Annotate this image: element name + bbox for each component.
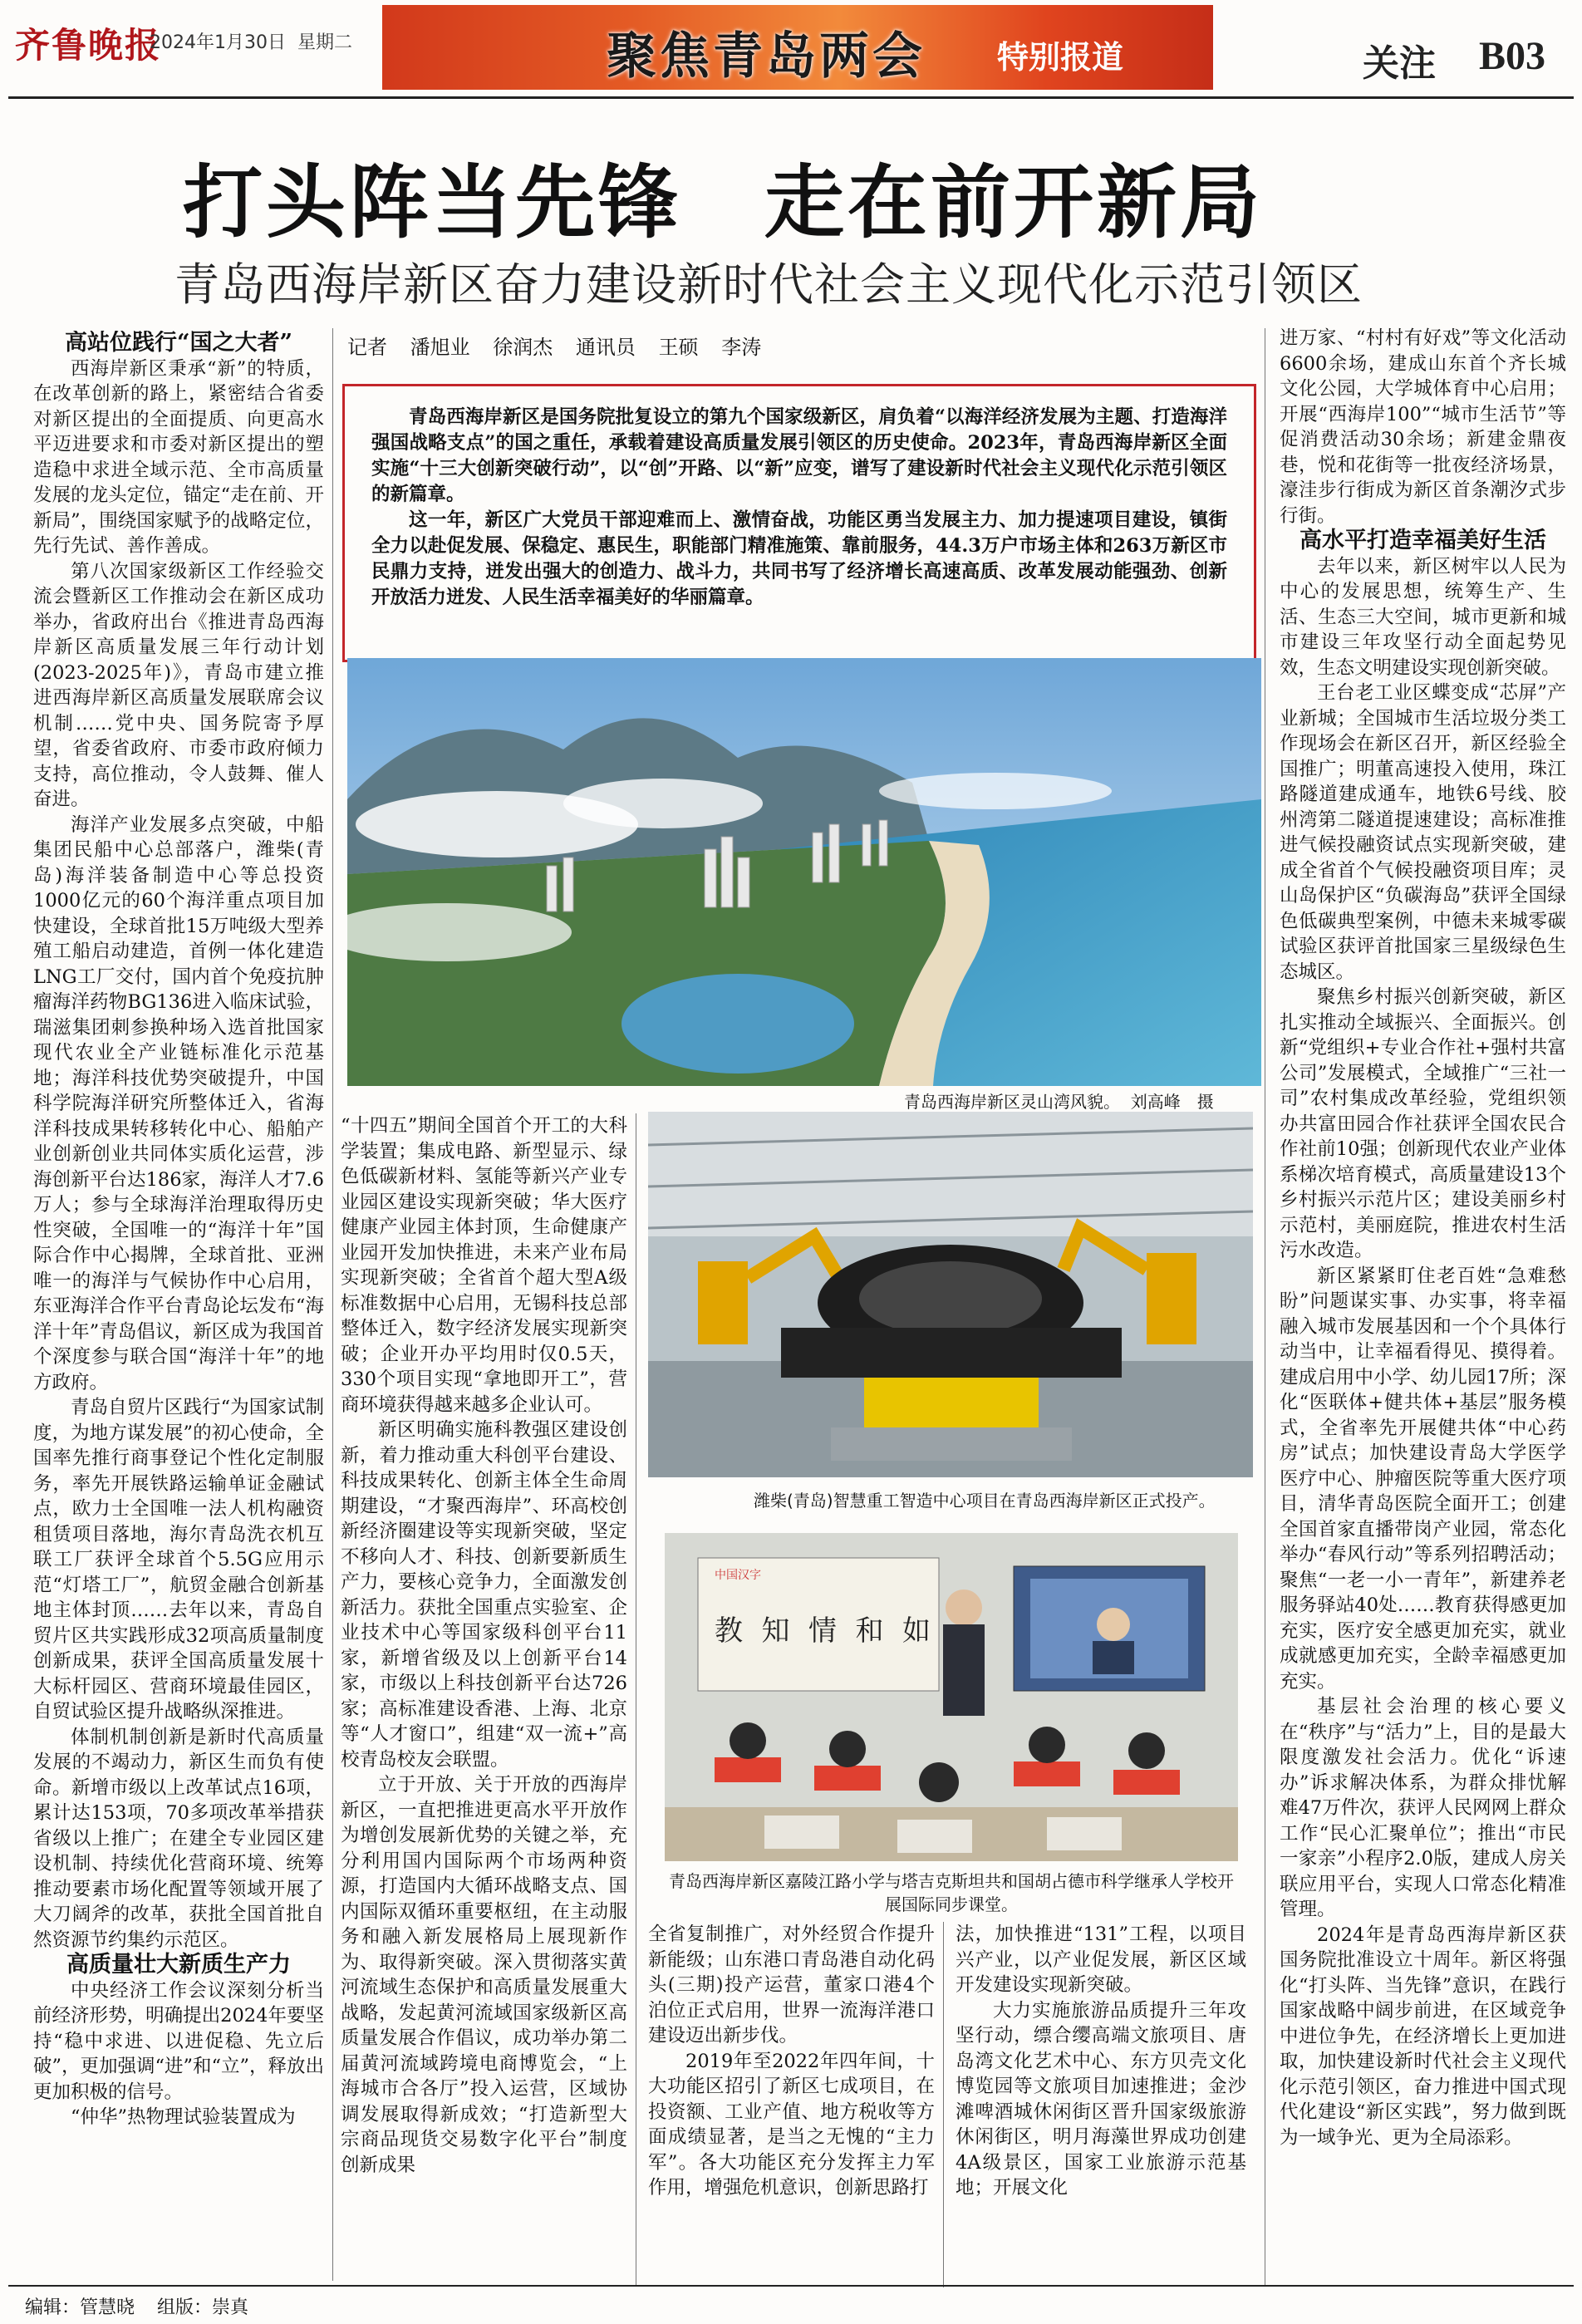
paragraph: 体制机制创新是新时代高质量发展的不竭动力，新区生而负有使命。新增市级以上改革试点16项，累计达153项，70多项改革举措获省级以上推广；在建全专业园区建设机制、持续优化营商环境、统筹推动要素市场化配置等领域开展了大刀阔斧的改革，获批全国首批自然资源节约集约示范区。 <box>33 1726 324 1951</box>
header-rule <box>8 96 1574 99</box>
editor-credit: 编辑：管慧晓 <box>25 2297 135 2318</box>
lead-paragraph: 青岛西海岸新区是国务院批复设立的第九个国家级新区，肩负着“以海洋经济发展为主题、打造海洋强国战略支点”的国之重任，承载着建设高质量发展引领区的历史使命。2023年，青岛西海岸新区全面实施“十三大创新突破行动”，以“创”开路、以“新”应变，谱写了建设新时代社会主义现代化示范引领区的新篇章。 <box>371 406 1227 505</box>
footer <box>25 2293 265 2319</box>
lead-box <box>342 384 1256 662</box>
paragraph: 2024年是青岛西海岸新区获国务院批准设立十周年。新区将强化“打头阵、当先锋”意识，在践行国家战略中阔步前进，在区域竞争中进位争先，在经济增长上更加进取，加快建设新时代社会主义现代化示范引领区，奋力推进中国式现代化建设“新区实践”，努力做到既为一域争光、更为全局添彩。 <box>1280 1924 1566 2149</box>
board-char: 知 <box>761 1614 790 1648</box>
paragraph: 2019年至2022年四年间，十大功能区招引了新区七成项目，在投资额、工业产值、地方税收等方面成绩显著，是当之无愧的“主力军”。各大功能区充分发挥主力军作用，增强危机意识，创新思路打 <box>648 2050 935 2199</box>
weekday-text: 星期二 <box>297 32 352 53</box>
column-4 <box>956 1922 1246 2287</box>
byline-name: 王硕 <box>658 336 699 359</box>
photo-caption-1 <box>904 1088 1214 1113</box>
page-number: B03 <box>1479 34 1546 78</box>
issue-date <box>150 28 352 54</box>
layout-credit: 组版：崇真 <box>157 2297 249 2318</box>
caption-text: 青岛西海岸新区灵山湾风貌。 <box>904 1092 1120 1112</box>
paragraph: 基层社会治理的核心要义在“秩序”与“活力”上，目的是最大限度激发社会活力。优化“诉速办”诉求解决体系，为群众排忧解难47万件次，获评人民网网上群众工作“民心汇聚单位”；推出“市民一家亲”小程序2.0版，建成人房关联应用平台，实现人口常态化精准管理。 <box>1280 1696 1566 1920</box>
lead-paragraph: 这一年，新区广大党员干部迎难而上、激情奋战，功能区勇当发展主力、加力提速项目建设，镇街全力以赴促发展、保稳定、惠民生，职能部门精准施策、靠前服务，44.3万户市场主体和263万新区市民鼎力支持，迸发出强大的创造力、战斗力，共同书写了经济增长高速高质、改革发展动能强劲、创新开放活力迸发、人民生活幸福美好的华丽篇章。 <box>371 509 1227 608</box>
headline: 打头阵当先锋 走在前开新局 <box>183 155 1263 249</box>
paragraph: 聚焦乡村振兴创新突破，新区扎实推动全域振兴、全面振兴。创新“党组织+专业合作社+强村共富公司”发展模式，全域推广“三社一司”农村集成改革经验，党组织领办共富田园合作社获评全国农民合作社前10强；创新现代农业产业体系梯次培育模式，高质量建设13个乡村振兴示范片区；建设美丽乡村示范村，美丽庭院，推进农村生活污水改造。 <box>1280 986 1566 1261</box>
paragraph: 新区明确实施科教强区建设创新，着力推动重大科创平台建设、科技成果转化、创新主体全生命周期建设，“才聚西海岸”、环高校创新经济圈建设等实现新突破，坚定不移向人才、科技、创新要新质生产力，要核心竞争力，全面激发创新活力。获批全国重点实验室、企业技术中心等国家级科创平台11家，新增省级及以上创新平台14家，市级以上科技创新平台达726家；高标准建设香港、上海、北京等“人才窗口”，组建“双一流+”高校青岛校友会联盟。 <box>341 1419 627 1771</box>
paragraph: 中央经济工作会议深刻分析当前经济形势，明确提出2024年要坚持“稳中求进、以进促稳、先立后破”，更加强调“进”和“立”，释放出更加积极的信号。 <box>33 1979 324 2103</box>
masthead: 齐鲁晚报 <box>15 25 162 66</box>
column-2 <box>341 1113 627 2285</box>
board-char: 如 <box>902 1614 931 1648</box>
photo-weichai-factory <box>648 1112 1253 1477</box>
byline-label: 记者 <box>347 336 387 359</box>
paragraph: 立于开放、关于开放的西海岸新区，一直把推进更高水平开放作为增创发展新优势的关键之举，充分利用国内国际两个市场两种资源，打造国内大循环战略支点、国内国际双循环重要枢纽，在主动服务和融入新发展格局上展现新作为、取得新突破。深入贯彻落实黄河流域生态保护和高质量发展重大战略，发起黄河流域国家级新区高质量发展合作倡议，成功举办第二届黄河流域跨境电商博览会，“上海城市合各厅”投入运营，区域协调发展取得新成效；“打造新型大宗商品现货交易数字化平台”制度创新成果 <box>341 1774 627 2176</box>
column-5 <box>1280 326 1566 2287</box>
photo-lingshan-bay <box>347 658 1261 1086</box>
column-divider <box>943 1922 944 2287</box>
photo-classroom <box>665 1533 1238 1861</box>
paragraph: 西海岸新区秉承“新”的特质，在改革创新的路上，紧密结合省委对新区提出的全面提质、向更高水平迈进要求和市委对新区提出的塑造稳中求进全域示范、全市高质量发展的龙头定位，锚定“走在前、开新局”，围绕国家赋予的战略定位，先行先试、善作善成。 <box>33 357 324 557</box>
coastline-illustration <box>347 658 1261 1086</box>
paragraph: 新区紧紧盯住老百姓“急难愁盼”问题谋实事、办实事，将幸福融入城市发展基因和一个个具体行动当中，让幸福看得见、摸得着。建成启用中小学、幼儿园17所；深化“医联体+健共体+基层”服务模式，全省率先开展健共体“中心药房”试点；加快建设青岛大学医学医疗中心、肿瘤医院等重大医疗项目，清华青岛医院全面开工；创建全国首家直播带岗产业园，常态化举办“春风行动”等系列招聘活动；聚焦“一老一小一青年”，新建养老服务驿站40处……教育获得感更加充实，医疗安全感更加充实，就业成就感更加充实，全龄幸福感更加充实。 <box>1280 1265 1566 1693</box>
caption-credit: 刘高峰 摄 <box>1130 1092 1214 1112</box>
paragraph: 王台老工业区蝶变成“芯屏”产业新城；全国城市生活垃圾分类工作现场会在新区召开，新区经验全国推广；明董高速投入使用，珠江路隧道建成通车，地铁6号线、胶州湾第二隧道提速建设；高标准推进气候投融资试点实现新突破，建成全省首个气候投融资项目库；灵山岛保护区“负碳海岛”获评全国绿色低碳典型案例，中德未来城零碳试验区获评首批国家三星级绿色生态城区。 <box>1280 682 1566 983</box>
section-title-2: 高质量壮大新质生产力 <box>66 1952 291 1978</box>
paragraph: 第八次国家级新区工作经验交流会暨新区工作推动会在新区成功举办，省政府出台《推进青岛西海岸新区高质量发展三年行动计划(2023-2025年)》，青岛市建立推进西海岸新区高质量发展联席会议机制……党中央、国务院寄予厚望，省委省政府、市委市政府倾力支持，高位推动，令人鼓舞、催人奋进。 <box>33 560 324 810</box>
byline-name: 徐润杰 <box>493 336 553 359</box>
byline <box>347 331 778 360</box>
footer-rule <box>8 2285 1574 2287</box>
paragraph: 进万家、“村村有好戏”等文化活动6600余场，建成山东首个齐长城文化公园，大学城体育中心启用；开展“西海岸100”“城市生活节”等促消费活动30余场；新建金鼎夜巷，悦和花街等一批夜经济场景，濠洼步行街成为新区首条潮汐式步行街。 <box>1280 327 1566 527</box>
column-3 <box>648 1922 935 2287</box>
paragraph: “仲华”热物理试验装置成为 <box>71 2106 296 2128</box>
paragraph: 全省复制推广，对外经贸合作提升新能级；山东港口青岛港自动化码头(三期)投产运营，董家口港4个泊位正式启用，世界一流海洋港口建设迈出新步伐。 <box>648 1924 935 2046</box>
subheadline: 青岛西海岸新区奋力建设新时代社会主义现代化示范引领区 <box>174 258 1363 311</box>
column-1 <box>33 331 324 2287</box>
column-divider <box>332 328 333 2281</box>
board-characters <box>715 1608 931 1648</box>
paragraph: 大力实施旅游品质提升三年攻坚行动，缥合缨高端文旅项目、唐岛湾文化艺术中心、东方贝壳文化博览园等文旅项目加速推进；金沙滩啤酒城休闲街区晋升国家级旅游休闲街区，明月海藻世界成功创建4A级景区，国家工业旅游示范基地；开展文化 <box>956 1999 1246 2199</box>
section-name: 关注 <box>1363 42 1436 85</box>
paragraph: 青岛自贸片区践行“为国家试制度，为地方谋发展”的初心使命，全国率先推行商事登记个性化定制服务，率先开展铁路运输单证金融试点，欧力士全国唯一法人机构融资租赁项目落地，海尔青岛洗衣机互联工厂获评全球首个5.5G应用示范“灯塔工厂”，航贸金融合创新基地主体封顶……去年以来，青岛自贸片区共实践形成32项高质量制度创新成果，获评全国高质量发展十大标杆园区、营商环境最佳园区，自贸试验区提升战略纵深推进。 <box>33 1397 324 1722</box>
paragraph: “十四五”期间全国首个开工的大科学装置；集成电路、新型显示、绿色低碳新材料、氢能等新兴产业专业园区建设实现新突破；华大医疗健康产业园主体封顶，生命健康产业园开发加快推进，未来产业布局实现新突破；全省首个超大型A级标准数据中心启用，无锡科技总部整体迁入，数字经济发展实现新突破；企业开办平均用时仅0.5天，330个项目实现“拿地即开工”，营商环境获得越来越多企业认可。 <box>341 1115 627 1416</box>
date-text: 2024年1月30日 <box>150 32 286 53</box>
board-char: 教 <box>715 1614 743 1648</box>
section-title-1: 高站位践行“国之大者” <box>64 331 293 356</box>
photo-caption-2: 潍柴(青岛)智慧重工智造中心项目在青岛西海岸新区正式投产。 <box>754 1491 1216 1511</box>
paragraph: 法，加快推进“131”工程，以项目兴产业，以产业促发展，新区区域开发建设实现新突破。 <box>956 1924 1246 1996</box>
board-title: 中国汉字 <box>715 1569 761 1582</box>
board-char: 情 <box>808 1614 837 1648</box>
banner-title: 聚焦青岛两会 <box>607 27 926 86</box>
special-report-banner <box>382 5 1213 90</box>
byline-name: 李涛 <box>721 336 762 359</box>
paragraph: 海洋产业发展多点突破，中船集团民船中心总部落户，潍柴(青岛)海洋装备制造中心等总投资1000亿元的60个海洋重点项目加快建设，全球首批15万吨级大型养殖工船启动建造，首例一体化建造LNG工厂交付，国内首个免疫抗肿瘤海洋药物BG136进入临床试验，瑞滋集团刺参换种场入选首批国家现代农业全产业链标准化示范基地；海洋科技优势突破提升，中国科学院海洋研究所整体迁入，省海洋科技成果转移转化中心、船舶产业创新创业共同体实质化运营，涉海创新平台达186家，海洋人才7.6万人；参与全球海洋治理取得历史性突破，全国唯一的“海洋十年”国际合作中心揭牌，全球首批、亚洲唯一的海洋与气候协作中心启用，东亚海洋合作平台青岛论坛发布“海洋十年”青岛倡议，新区成为我国首个深度参与联合国“海洋十年”的地方政府。 <box>33 813 324 1393</box>
board-char: 和 <box>855 1614 884 1648</box>
byline-name: 潘旭业 <box>410 336 470 359</box>
byline-label: 通讯员 <box>575 336 636 359</box>
section-title-3: 高水平打造幸福美好生活 <box>1300 528 1546 553</box>
factory-illustration <box>648 1112 1253 1477</box>
paragraph: 去年以来，新区树牢以人民为中心的发展思想，统筹生产、生活、生态三大空间，城市更新和城市建设三年攻坚行动全面起势见效，生态文明建设实现创新突破。 <box>1280 555 1566 679</box>
banner-subtitle: 特别报道 <box>997 39 1124 76</box>
photo-caption-3: 青岛西海岸新区嘉陵江路小学与塔吉克斯坦共和国胡占德市科学继承人学校开展国际同步课堂。 <box>669 1871 1234 1914</box>
